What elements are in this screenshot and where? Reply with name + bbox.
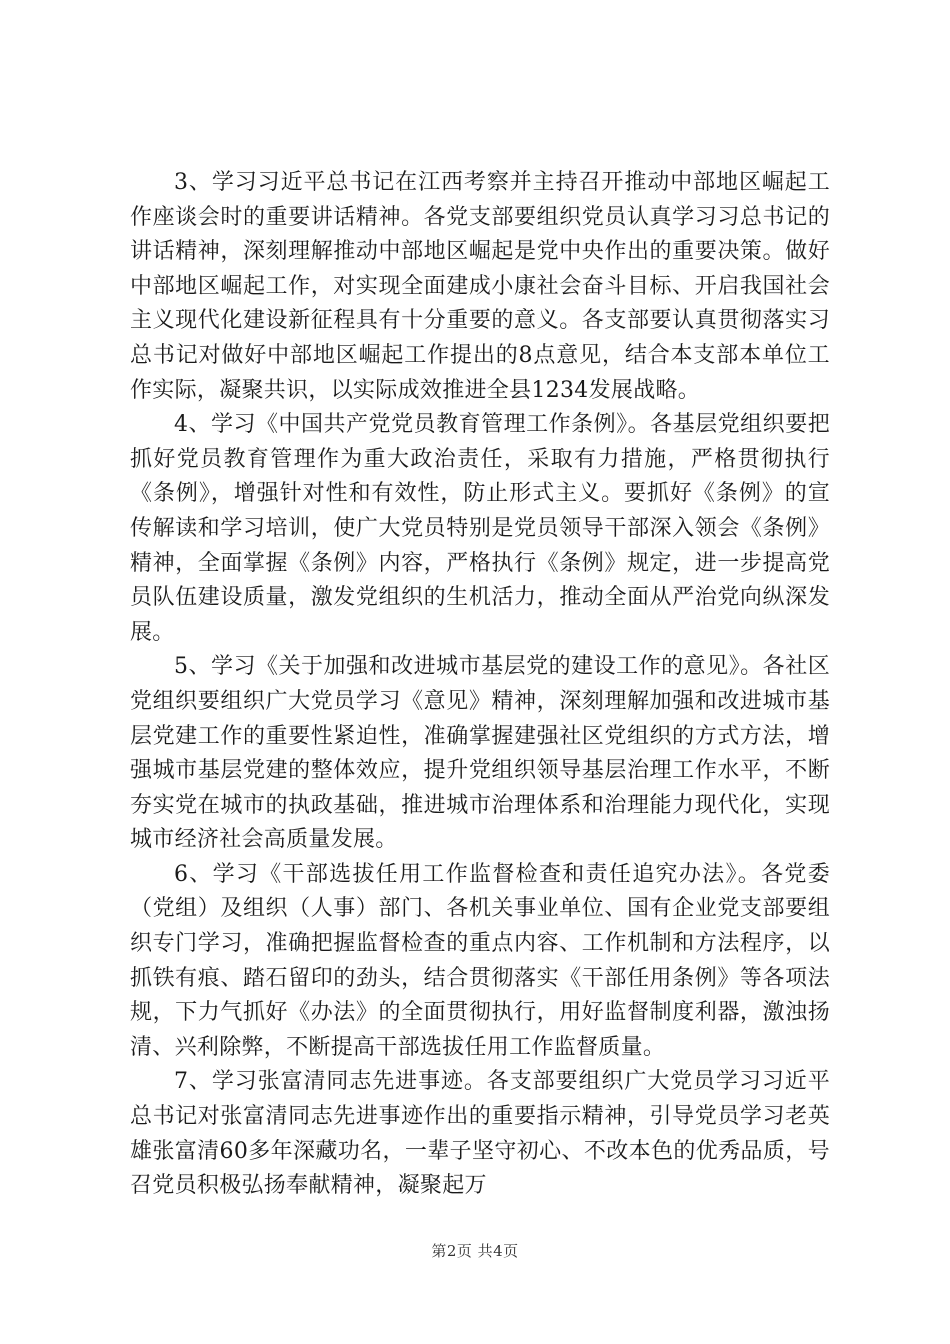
paragraph-item-3: 3、学习习近平总书记在江西考察并主持召开推动中部地区崛起工作座谈会时的重要讲话精神。各党支部要组织党员认真学习习总书记的讲话精神，深刻理解推动中部地区崛起是党中央作出的重要决策。做好中部地区崛起工作，对实现全面建成小康社会奋斗目标、开启我国社会主义现代化建设新征程具有十分重要的意义。各支部要认真贯彻落实习总书记对做好中部地区崛起工作提出的8点意见，结合本支部本单位工作实际，凝聚共识，以实际成效推进全县1234发展战略。 <box>130 170 830 403</box>
paragraph-item-7: 7、学习张富清同志先进事迹。各支部要组织广大党员学习习近平总书记对张富清同志先进事迹作出的重要指示精神，引导党员学习老英雄张富清60多年深藏功名，一辈子坚守初心、不改本色的优秀品质，号召党员积极弘扬奉献精神，凝聚起万 <box>130 1069 830 1199</box>
paragraph-item-4: 4、学习《中国共产党党员教育管理工作条例》。各基层党组织要把抓好党员教育管理作为重大政治责任，采取有力措施，严格贯彻执行《条例》，增强针对性和有效性，防止形式主义。要抓好《条例》的宣传解读和学习培训，使广大党员特别是党员领导干部深入领会《条例》精神，全面掌握《条例》内容，严格执行《条例》规定，进一步提高党员队伍建设质量，激发党组织的生机活力，推动全面从严治党向纵深发展。 <box>130 412 830 645</box>
paragraph-item-5: 5、学习《关于加强和改进城市基层党的建设工作的意见》。各社区党组织要组织广大党员学习《意见》精神，深刻理解加强和改进城市基层党建工作的重要性紧迫性，准确掌握建强社区党组织的方式方法，增强城市基层党建的整体效应，提升党组织领导基层治理工作水平，不断夯实党在城市的执政基础，推进城市治理体系和治理能力现代化，实现城市经济社会高质量发展。 <box>130 654 830 853</box>
paragraph-item-6: 6、学习《干部选拔任用工作监督检查和责任追究办法》。各党委（党组）及组织（人事）部门、各机关事业单位、国有企业党支部要组织专门学习，准确把握监督检查的重点内容、工作机制和方法程序，以抓铁有痕、踏石留印的劲头，结合贯彻落实《干部任用条例》等各项法规，下力气抓好《办法》的全面贯彻执行，用好监督制度利器，激浊扬清、兴利除弊，不断提高干部选拔任用工作监督质量。 <box>130 861 830 1060</box>
document-body <box>130 166 830 1204</box>
page-footer: 第2页 共4页 <box>431 1242 519 1260</box>
